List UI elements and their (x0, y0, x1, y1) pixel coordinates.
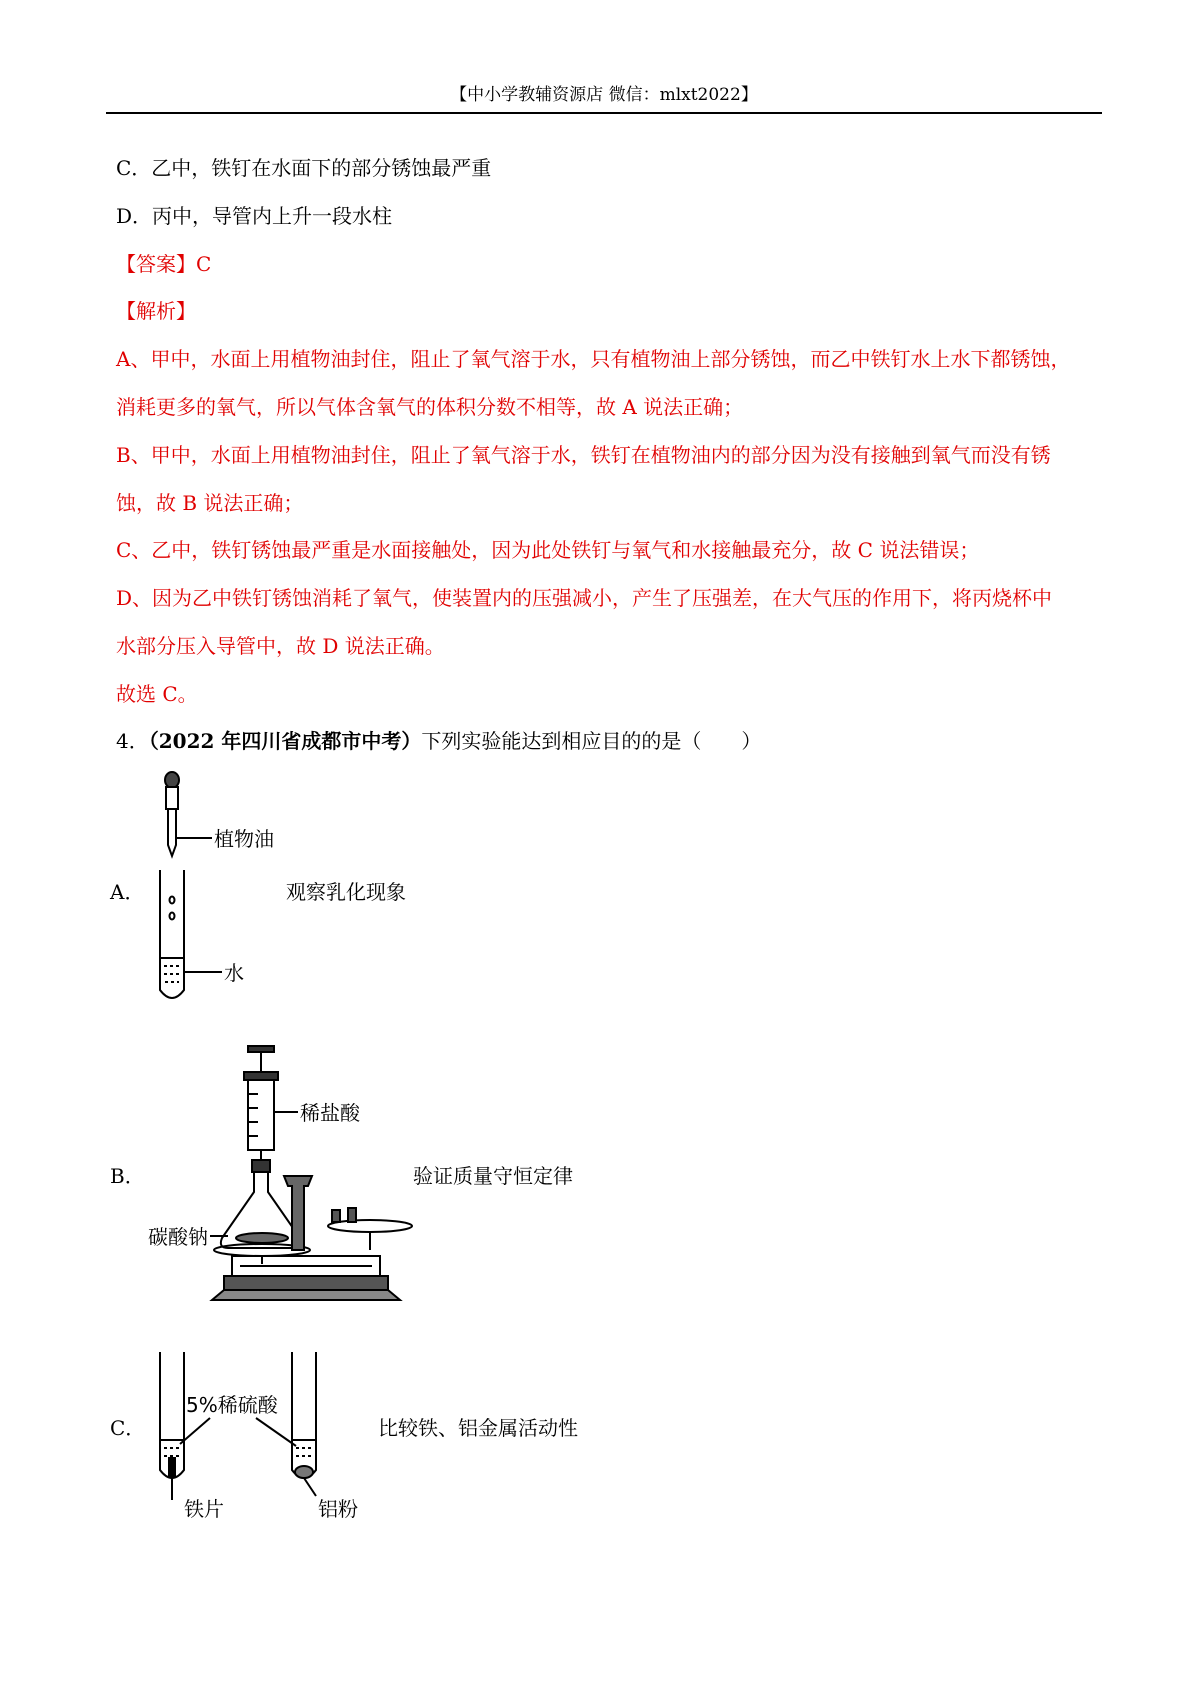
page-header: 【中小学教辅资源店 微信：mlxt2022】 (106, 78, 1102, 114)
option-a-letter: A． (110, 880, 145, 904)
option-b-caption: 验证质量守恒定律 (413, 1164, 573, 1188)
label-dilute-hcl: 稀盐酸 (300, 1101, 360, 1125)
option-a-diagram (150, 770, 280, 1010)
answer-line: 【答案】C (116, 252, 212, 276)
analysis-a-line2: 消耗更多的氧气，所以气体含氧气的体积分数不相等，故 A 说法正确； (116, 395, 744, 419)
label-dilute-h2so4: 5%稀硫酸 (186, 1393, 278, 1417)
analysis-title: 【解析】 (116, 299, 196, 323)
option-a-caption: 观察乳化现象 (286, 880, 406, 904)
analysis-b-line2: 蚀，故 B 说法正确； (116, 491, 304, 515)
test-tube-iron-icon (160, 1352, 184, 1500)
flask-icon (221, 1160, 302, 1248)
option-c-caption: 比较铁、铝金属活动性 (378, 1416, 578, 1440)
label-aluminum-powder: 铝粉 (318, 1497, 358, 1521)
test-tube-icon (160, 870, 184, 998)
option-b-diagram (148, 1042, 438, 1312)
analysis-c-line1: C、乙中，铁钉锈蚀最严重是水面接触处，因为此处铁钉与氧气和水接触最充分，故 C 说法错误； (116, 538, 980, 562)
analysis-b-line1: B、甲中，水面上用植物油封住，阻止了氧气溶于水，铁钉在植物油内的部分因为没有接触到氧气而没有锈 (116, 443, 1051, 467)
option-d-text: D．丙中，导管内上升一段水柱 (116, 204, 393, 228)
option-c-diagram (150, 1350, 380, 1521)
question-number: 4． (116, 729, 149, 753)
option-c-text: C．乙中，铁钉在水面下的部分锈蚀最严重 (116, 156, 492, 180)
label-vegetable-oil: 植物油 (214, 827, 274, 851)
analysis-d-line1: D、因为乙中铁钉锈蚀消耗了氧气，使装置内的压强减小，产生了压强差，在大气压的作用下，将丙烧杯中 (116, 586, 1053, 610)
analysis-d-line2: 水部分压入导管中，故 D 说法正确。 (116, 634, 445, 658)
option-c-letter: C． (110, 1416, 146, 1440)
label-sodium-carbonate: 碳酸钠 (148, 1225, 208, 1249)
analysis-conclusion: 故选 C。 (116, 682, 198, 706)
label-iron-sheet: 铁片 (184, 1497, 224, 1521)
question-source: （2022 年四川省成都市中考） (148, 729, 422, 753)
test-tube-aluminum-icon (292, 1352, 316, 1496)
dropper-icon (165, 772, 179, 856)
option-b-letter: B． (110, 1164, 145, 1188)
syringe-icon (244, 1046, 278, 1160)
analysis-a-line1: A、甲中，水面上用植物油封住，阻止了氧气溶于水，只有植物油上部分锈蚀，而乙中铁钉水上水下都锈蚀， (116, 347, 1071, 371)
label-water: 水 (224, 961, 244, 985)
question-stem: 下列实验能达到相应目的的是（ ） (421, 729, 762, 753)
question-4 (116, 727, 761, 755)
